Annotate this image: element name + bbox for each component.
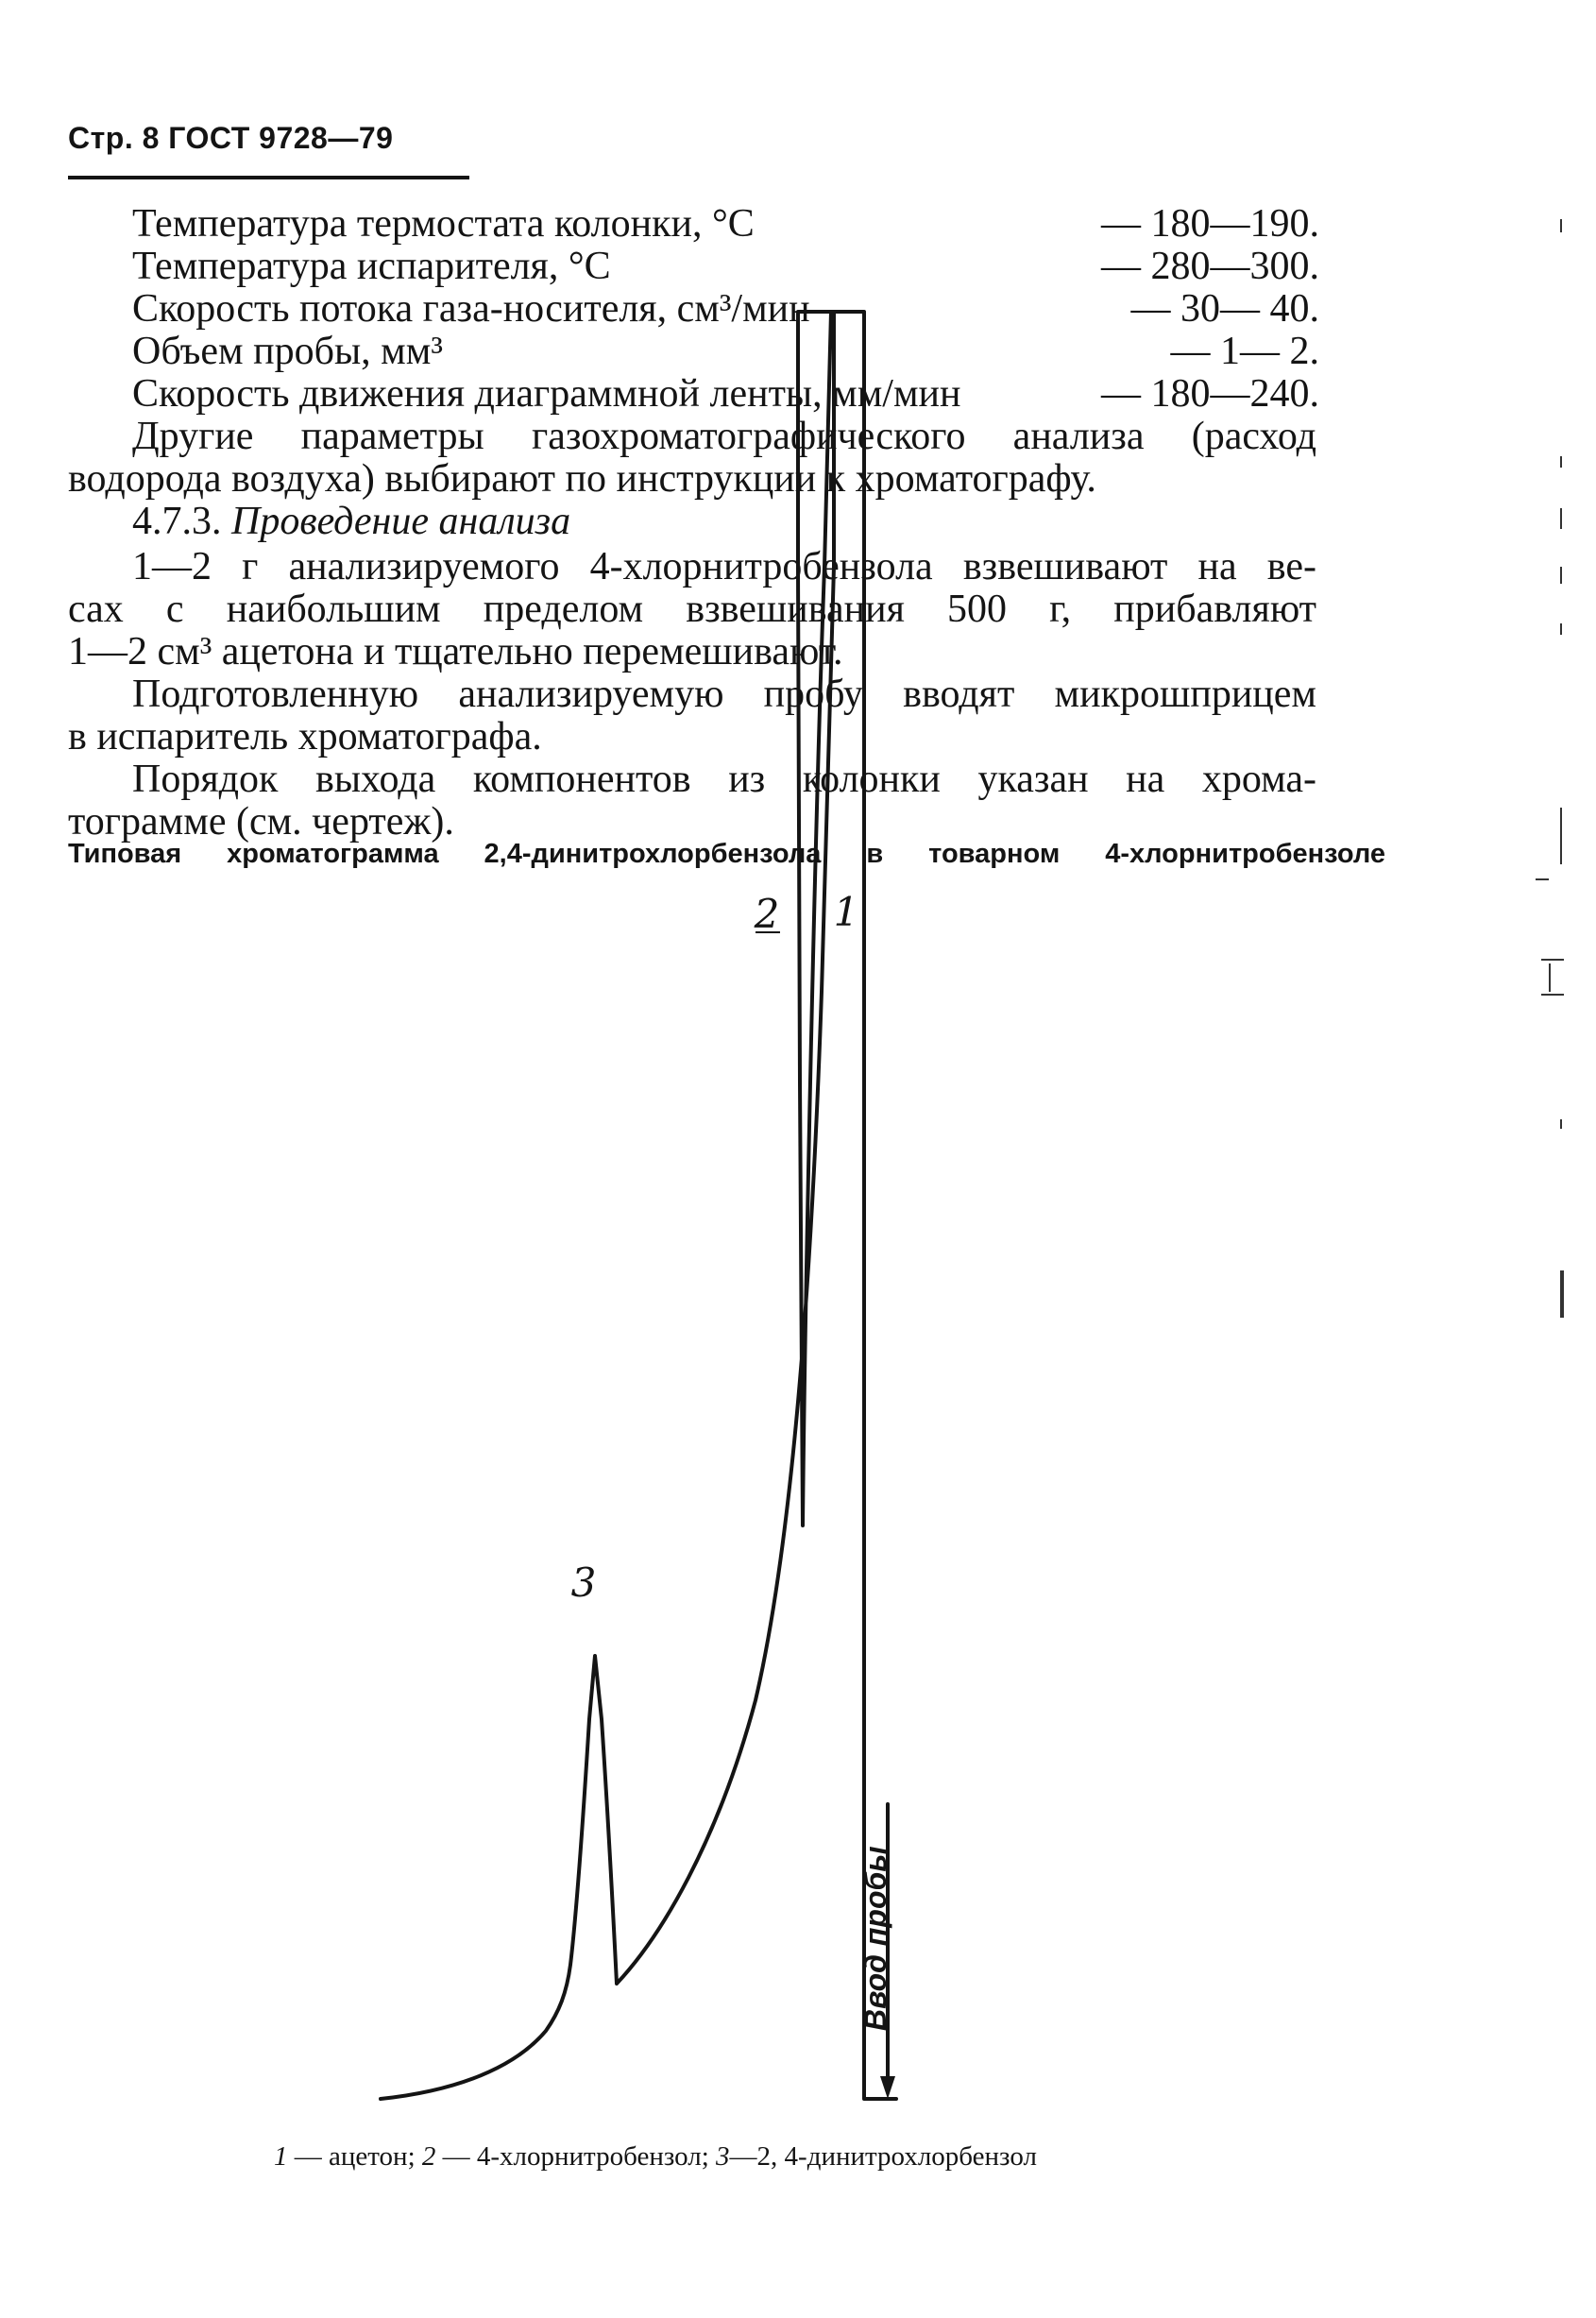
order-line-1: Порядок выхода компонентов из колонки указан на хрома- [132, 758, 1316, 801]
section-number: 4.7.3. [132, 500, 222, 543]
param-value-evaporator-temp: — 280—300. [1101, 245, 1319, 288]
sample-injection-label: Ввод пробы [858, 1846, 892, 2031]
other-params-line-1: Другие параметры газохроматографического анализа (расход [132, 415, 1316, 458]
scan-mark [1560, 808, 1562, 864]
section-title: Проведение анализа [231, 500, 571, 543]
legend-num-2: 2 [421, 2141, 436, 2172]
order-line-2: тограмме (см. чертеж). [68, 800, 454, 844]
injection-arrow-head [880, 2076, 895, 2099]
chromatogram-trace [381, 312, 896, 2099]
injection-line-1: Подготовленную анализируемую пробу вводят микрошприцем [132, 673, 1316, 716]
page-reference: Стр. 8 ГОСТ 9728—79 [68, 121, 394, 155]
scan-mark [1560, 219, 1562, 232]
other-params-line-2: водорода воздуха) выбирают по инструкции к хроматографу. [68, 457, 1096, 501]
figure-caption: Типовая хроматограмма 2,4-динитрохлорбензола в товарном 4-хлорнитробензоле [68, 839, 1385, 869]
figure-legend [274, 2141, 1037, 2173]
param-label-gas-flow: Скорость потока газа-носителя, см³/мин [132, 287, 810, 331]
scan-mark [1549, 963, 1551, 992]
param-value-gas-flow: — 30— 40. [1130, 287, 1319, 331]
legend-num-3: 3 [716, 2141, 730, 2172]
procedure-line-3: 1—2 см³ ацетона и тщательно перемешивают. [68, 630, 843, 673]
param-value-column-temp: — 180—190. [1101, 202, 1319, 246]
scan-mark [1541, 994, 1564, 996]
legend-text-1: — ацетон; [287, 2141, 422, 2172]
legend-num-1: 1 [274, 2141, 288, 2172]
scan-mark [1560, 623, 1562, 635]
peak-label-2: 2 [754, 891, 780, 937]
procedure-line-1: 1—2 г анализируемого 4-хлорнитробензола взвешивают на ве- [132, 545, 1316, 588]
scan-mark [1560, 567, 1562, 584]
legend-text-2: — 4-хлорнитробензол; [435, 2141, 717, 2172]
legend-text-3: —2, 4-динитрохлорбензол [729, 2141, 1037, 2172]
peak-label-3: 3 [570, 1560, 597, 1606]
injection-line-2: в испаритель хроматографа. [68, 715, 542, 758]
param-label-column-temp: Температура термостата колонки, °C [132, 202, 755, 246]
peak-label-1: 1 [833, 889, 859, 935]
procedure-line-2: сах с наибольшим пределом взвешивания 500 г, прибавляют [68, 588, 1316, 631]
param-value-chart-speed: — 180—240. [1101, 372, 1319, 416]
scan-mark [1536, 878, 1549, 880]
scan-mark [1560, 1270, 1564, 1318]
param-label-chart-speed: Скорость движения диаграммной ленты, мм/мин [132, 372, 961, 416]
scan-mark [1560, 508, 1562, 529]
scan-mark [1560, 1119, 1562, 1129]
scan-mark [1560, 456, 1562, 468]
scan-mark [1541, 959, 1564, 961]
param-label-sample-volume: Объем пробы, мм³ [132, 330, 443, 373]
param-label-evaporator-temp: Температура испарителя, °C [132, 245, 611, 288]
param-value-sample-volume: — 1— 2. [1170, 330, 1319, 373]
